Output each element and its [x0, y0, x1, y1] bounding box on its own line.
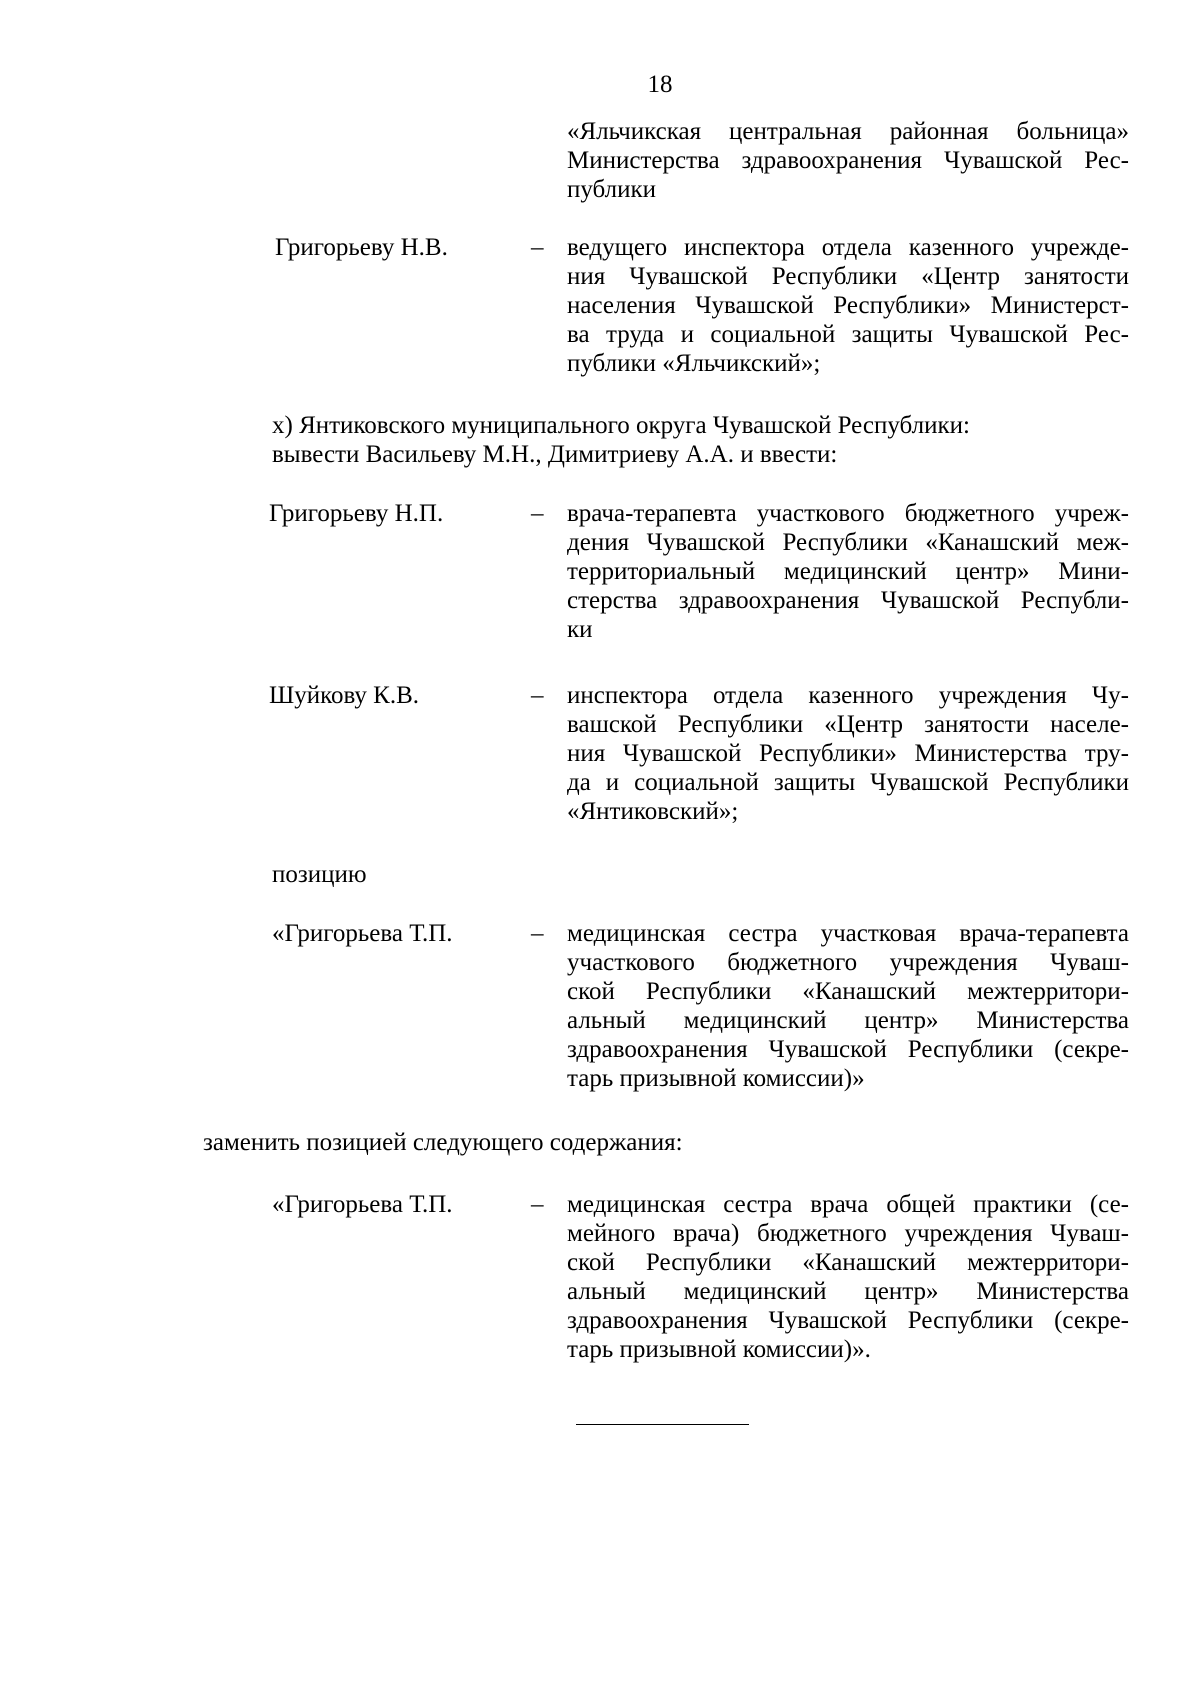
- text-line: альный медицинский центр» Министерства: [567, 1007, 1129, 1034]
- person-name: «Григорьева Т.П.: [272, 920, 453, 947]
- text-line: мейного врача) бюджетного учреждения Чуваш-: [567, 1220, 1129, 1247]
- text-line: «Янтиковский»;: [567, 798, 739, 825]
- text-line: Министерства здравоохранения Чувашской Рес-: [567, 147, 1129, 174]
- text-line: «Яльчикская центральная районная больница»: [567, 118, 1129, 145]
- person-name: Григорьеву Н.В.: [275, 234, 448, 261]
- text-line: инспектора отдела казенного учреждения Чу-: [567, 682, 1129, 709]
- text-line: да и социальной защиты Чувашской Республики: [567, 769, 1129, 796]
- text-line: альный медицинский центр» Министерства: [567, 1278, 1129, 1305]
- text-line: территориальный медицинский центр» Мини-: [567, 558, 1129, 585]
- section-heading: х) Янтиковского муниципального округа Чувашской Республики:: [272, 412, 970, 439]
- text-line: ки: [567, 616, 593, 643]
- text-line: ской Республики «Канашский межтерритори-: [567, 1249, 1129, 1276]
- text-line: медицинская сестра врача общей практики (се-: [567, 1191, 1129, 1218]
- text-line: дения Чувашской Республики «Канашский меж-: [567, 529, 1129, 556]
- text-line: населения Чувашской Республики» Министерст-: [567, 292, 1129, 319]
- replace-label: заменить позицией следующего содержания:: [203, 1129, 683, 1156]
- text-line: тарь призывной комиссии)».: [567, 1336, 871, 1363]
- person-name: «Григорьева Т.П.: [272, 1191, 453, 1218]
- text-line: медицинская сестра участковая врача-терапевта: [567, 920, 1129, 947]
- page-number: 18: [647, 71, 673, 98]
- text-line: ведущего инспектора отдела казенного учрежде-: [567, 234, 1129, 261]
- dash-separator: –: [531, 682, 544, 709]
- dash-separator: –: [531, 500, 544, 527]
- position-label: позицию: [272, 861, 367, 888]
- text-line: вашской Республики «Центр занятости населе-: [567, 711, 1129, 738]
- text-line: участкового бюджетного учреждения Чуваш-: [567, 949, 1129, 976]
- text-line: стерства здравоохранения Чувашской Республи-: [567, 587, 1129, 614]
- dash-separator: –: [531, 234, 544, 261]
- text-line: ской Республики «Канашский межтерритори-: [567, 978, 1129, 1005]
- text-line: ва труда и социальной защиты Чувашской Рес-: [567, 321, 1129, 348]
- person-name: Шуйкову К.В.: [269, 682, 420, 709]
- text-line: врача-терапевта участкового бюджетного учреж-: [567, 500, 1129, 527]
- person-name: Григорьеву Н.П.: [269, 500, 444, 527]
- text-line: публики: [567, 176, 657, 203]
- text-line: публики «Яльчикский»;: [567, 350, 821, 377]
- section-instruction: вывести Васильеву М.Н., Димитриеву А.А. и ввести:: [272, 441, 838, 468]
- text-line: ния Чувашской Республики «Центр занятости: [567, 263, 1129, 290]
- text-line: тарь призывной комиссии)»: [567, 1065, 865, 1092]
- text-line: ния Чувашской Республики» Министерства тру-: [567, 740, 1129, 767]
- dash-separator: –: [531, 1191, 544, 1218]
- dash-separator: –: [531, 920, 544, 947]
- text-line: здравоохранения Чувашской Республики (секре-: [567, 1036, 1129, 1063]
- text-line: здравоохранения Чувашской Республики (секре-: [567, 1307, 1129, 1334]
- closing-rule: [576, 1424, 749, 1425]
